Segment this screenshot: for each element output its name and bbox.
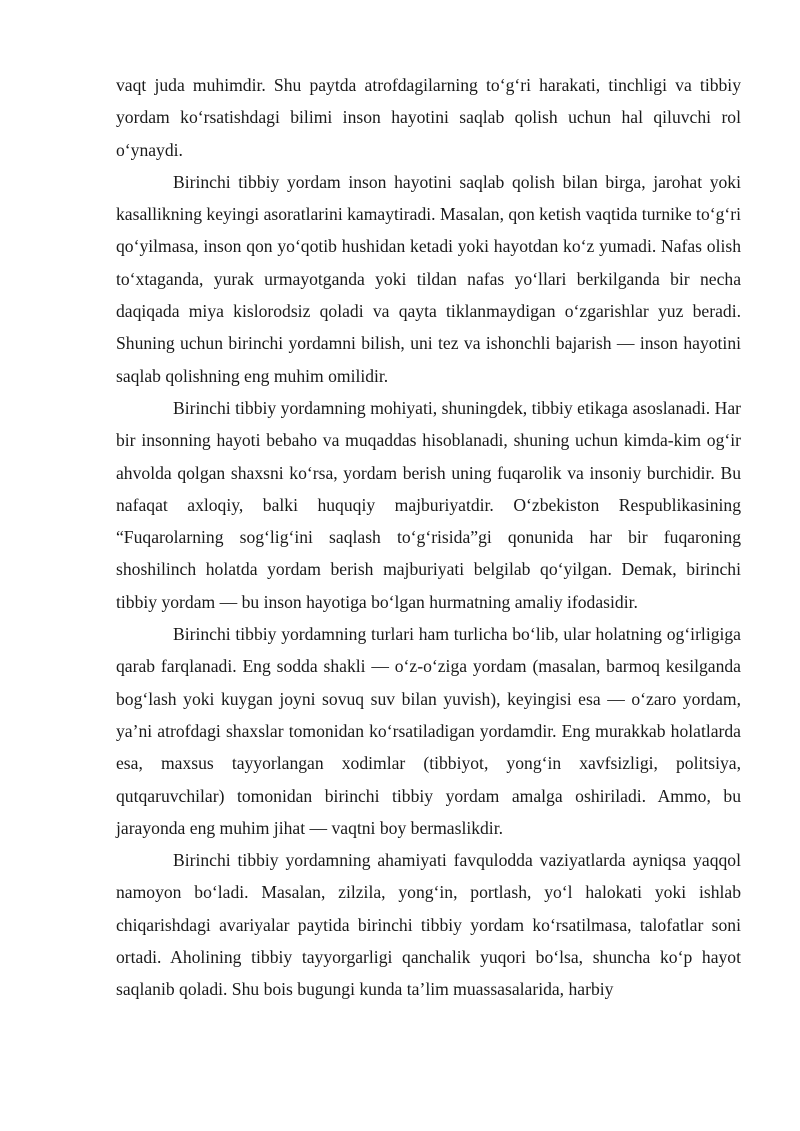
paragraph-emergencies: Birinchi tibbiy yordamning ahamiyati favqulodda vaziyatlarda ayniqsa yaqqol namoyon bo‘ladi. Masalan, zilzila, yong‘in, portlash, yo‘l halokati yoki ishlab chiqarishdagi avariyalar paytida birinchi tibbiy yordam ko‘rsatilmasa, talofatlar soni ortadi. Aholining tibbiy tayyorgarligi qanchalik yuqori bo‘lsa, shuncha ko‘p hayot saqlanib qoladi. Shu bois bugungi kunda ta’lim muassasalarida, harbiy: [116, 850, 741, 1000]
paragraph-consequences: Birinchi tibbiy yordam inson hayotini saqlab qolish bilan birga, jarohat yoki kasallikning keyingi asoratlarini kamaytiradi. Masalan, qon ketish vaqtida turnike to‘g‘ri qo‘yilmasa, inson qon yo‘qotib hushidan ketadi yoki hayotdan ko‘z yumadi. Nafas olish to‘xtaganda, yurak urmayotganda yoki tildan nafas yo‘llari berkilganda bir necha daqiqada miya kislorodsiz qoladi va qayta tiklanmaydigan o‘zgarishlar yuz beradi. Shuning uchun birinchi yordamni bilish, uni tez va ishonchli bajarish — inson hayotini saqlab qolishning eng muhim omilidir.: [116, 171, 741, 386]
paragraph-continuation: vaqt juda muhimdir. Shu paytda atrofdagilarning to‘g‘ri harakati, tinchligi va tibbiy yordam ko‘rsatishdagi bilimi inson hayotini saqlab qolish uchun hal qiluvchi rol o‘ynaydi.: [116, 75, 741, 160]
paragraph-ethics: Birinchi tibbiy yordamning mohiyati, shuningdek, tibbiy etikaga asoslanadi. Har bir insonning hayoti bebaho va muqaddas hisoblanadi, shuning uchun kimda-kim og‘ir ahvolda qolgan shaxsni ko‘rsa, yordam berish uning fuqarolik va insoniy burchidir. Bu nafaqat axloqiy, balki huquqiy majburiyatdir. O‘zbekiston Respublikasining “Fuqarolarning sog‘lig‘ini saqlash to‘g‘risida”gi qonunida har bir fuqaroning shoshilinch holatda yordam berish majburiyati belgilab qo‘yilgan. Demak, birinchi tibbiy yordam — bu inson hayotiga bo‘lgan hurmatning amaliy ifodasidir.: [116, 397, 741, 612]
document-page: [116, 69, 741, 1006]
paragraph-types: Birinchi tibbiy yordamning turlari ham turlicha bo‘lib, ular holatning og‘irligiga qarab farqlanadi. Eng sodda shakli — o‘z-o‘ziga yordam (masalan, barmoq kesilganda bog‘lash yoki kuygan joyni sovuq suv bilan yuvish), keyingisi esa — o‘zaro yordam, ya’ni atrofdagi shaxslar tomonidan ko‘rsatiladigan yordamdir. Eng murakkab holatlarda esa, maxsus tayyorlangan xodimlar (tibbiyot, yong‘in xavfsizligi, politsiya, qutqaruvchilar) tomonidan birinchi tibbiy yordam amalga oshiriladi. Ammo, bu jarayonda eng muhim jihat — vaqtni boy bermaslikdir.: [116, 624, 741, 838]
